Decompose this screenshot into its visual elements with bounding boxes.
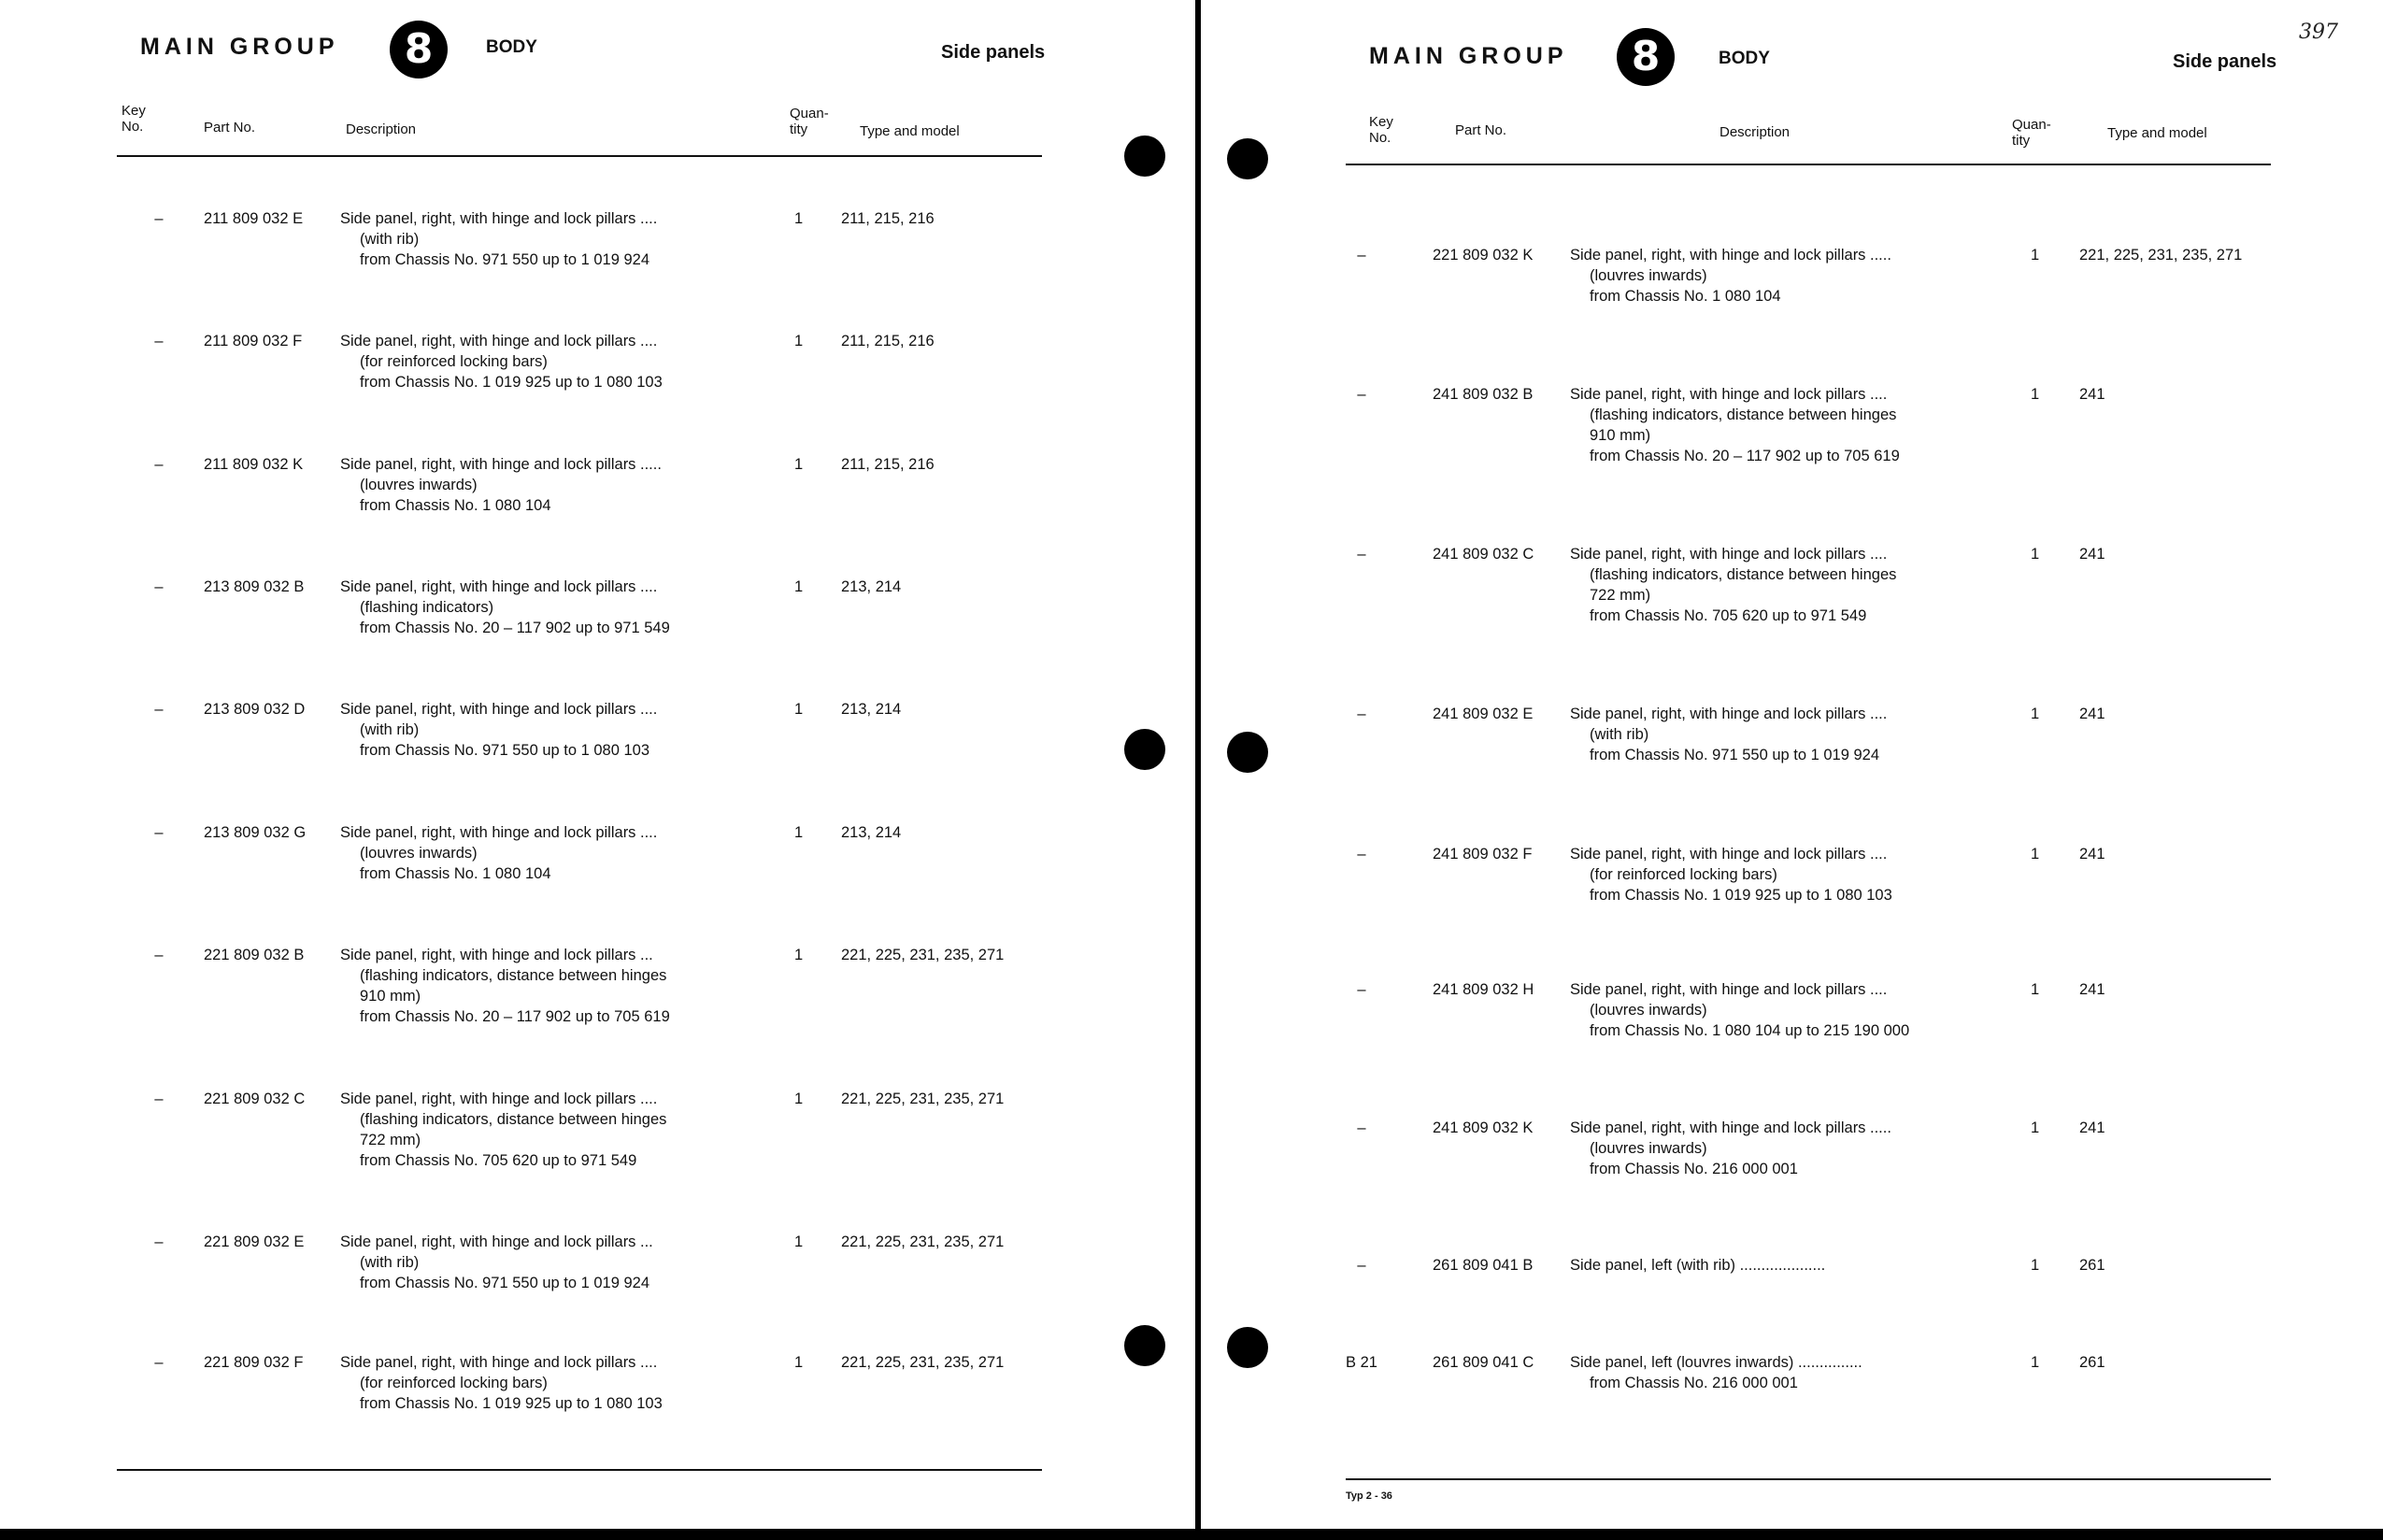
quantity-cell: 1: [2031, 981, 2040, 998]
col-part-no: Part No.: [1455, 122, 1507, 138]
description-cell: [1570, 844, 1892, 905]
description-line: Side panel, right, with hinge and lock pillars ....: [340, 1091, 658, 1107]
type-model-cell: 211, 215, 216: [841, 456, 935, 473]
description-line: Side panel, right, with hinge and lock pillars ....: [340, 701, 658, 718]
description-line: (flashing indicators, distance between hinges: [360, 967, 667, 984]
description-line: from Chassis No. 1 080 104: [1590, 288, 1781, 305]
description-cell: [1570, 704, 1887, 765]
key-no-cell: –: [154, 456, 164, 473]
subsection-title: Side panels: [941, 42, 1046, 63]
description-line: from Chassis No. 1 019 925 up to 1 080 103: [360, 1395, 663, 1412]
description-line: 910 mm): [1590, 427, 1651, 444]
key-no-cell: –: [1357, 1257, 1366, 1274]
description-cell: [1570, 1352, 1862, 1393]
description-line: from Chassis No. 1 080 104: [360, 865, 551, 882]
description-line: Side panel, right, with hinge and lock pillars ....: [340, 210, 658, 227]
part-no-cell: 241 809 032 C: [1433, 546, 1534, 563]
type-model-cell: 211, 215, 216: [841, 333, 935, 349]
type-model-cell: 241: [2079, 386, 2105, 403]
main-group-title: MAIN GROUP: [140, 34, 339, 60]
description-line: Side panel, right, with hinge and lock pillars ....: [340, 333, 658, 349]
description-cell: [1570, 1255, 1825, 1276]
binder-hole: [1124, 135, 1165, 177]
quantity-cell: 1: [794, 1091, 804, 1107]
quantity-cell: 1: [794, 333, 804, 349]
description-line: (flashing indicators, distance between hinges: [1590, 406, 1897, 423]
type-model-cell: 241: [2079, 546, 2105, 563]
quantity-cell: 1: [2031, 386, 2040, 403]
description-cell: [1570, 245, 1891, 307]
description-line: Side panel, right, with hinge and lock pillars ....: [1570, 846, 1888, 863]
type-model-cell: 221, 225, 231, 235, 271: [841, 1233, 1005, 1250]
binder-hole: [1227, 732, 1268, 773]
part-no-cell: 211 809 032 E: [204, 210, 304, 227]
description-line: (louvres inwards): [360, 477, 478, 493]
description-line: Side panel, right, with hinge and lock pillars ....: [340, 1354, 658, 1371]
description-line: Side panel, left (with rib) ....................: [1570, 1257, 1826, 1274]
binder-hole: [1227, 138, 1268, 179]
description-line: (louvres inwards): [1590, 1002, 1707, 1019]
description-line: (louvres inwards): [1590, 267, 1707, 284]
description-line: (with rib): [360, 231, 420, 248]
description-line: from Chassis No. 216 000 001: [1590, 1161, 1798, 1177]
col-part-no: Part No.: [204, 120, 256, 135]
description-line: 722 mm): [1590, 587, 1651, 604]
quantity-cell: 1: [2031, 1354, 2040, 1371]
description-line: from Chassis No. 1 019 925 up to 1 080 103: [1590, 887, 1892, 904]
description-cell: [340, 945, 670, 1027]
description-line: 722 mm): [360, 1132, 421, 1148]
description-line: (for reinforced locking bars): [360, 1375, 548, 1391]
part-no-cell: 241 809 032 B: [1433, 386, 1534, 403]
type-model-cell: 211, 215, 216: [841, 210, 935, 227]
description-line: from Chassis No. 971 550 up to 1 019 924: [1590, 747, 1880, 763]
description-cell: [1570, 384, 1900, 466]
binder-hole: [1124, 1325, 1165, 1366]
key-no-cell: –: [154, 701, 164, 718]
description-line: Side panel, left (louvres inwards) ...............: [1570, 1354, 1862, 1371]
key-no-cell: –: [154, 1354, 164, 1371]
key-no-cell: –: [154, 578, 164, 595]
key-no-cell: B 21: [1346, 1354, 1377, 1371]
key-no-cell: –: [1357, 706, 1366, 722]
col-description: Description: [1719, 124, 1791, 140]
description-line: (flashing indicators, distance between hinges: [360, 1111, 667, 1128]
quantity-cell: 1: [794, 1233, 804, 1250]
col-description: Description: [346, 121, 417, 137]
part-no-cell: 211 809 032 K: [204, 456, 304, 473]
quantity-cell: 1: [794, 701, 804, 718]
footer-rule: [117, 1469, 1042, 1471]
description-line: from Chassis No. 705 620 up to 971 549: [360, 1152, 637, 1169]
part-no-cell: 221 809 032 B: [204, 947, 305, 963]
part-no-cell: 221 809 032 K: [1433, 247, 1534, 264]
binder-hole: [1124, 729, 1165, 770]
description-line: Side panel, right, with hinge and lock pillars .....: [340, 456, 662, 473]
key-no-cell: –: [154, 947, 164, 963]
key-no-cell: –: [1357, 1119, 1366, 1136]
key-no-cell: –: [1357, 846, 1366, 863]
description-cell: [340, 1232, 653, 1293]
description-cell: [340, 1089, 666, 1171]
type-model-cell: 221, 225, 231, 235, 271: [841, 947, 1005, 963]
footer-rule: [1346, 1478, 2271, 1480]
key-no-cell: –: [154, 1233, 164, 1250]
part-no-cell: 241 809 032 E: [1433, 706, 1534, 722]
quantity-cell: 1: [794, 456, 804, 473]
quantity-cell: 1: [2031, 706, 2040, 722]
quantity-cell: 1: [2031, 1257, 2040, 1274]
description-line: (flashing indicators, distance between hinges: [1590, 566, 1897, 583]
part-no-cell: 213 809 032 B: [204, 578, 305, 595]
description-cell: [340, 331, 663, 392]
col-quantity: Quan- tity: [790, 106, 829, 137]
part-no-cell: 213 809 032 G: [204, 824, 307, 841]
quantity-cell: 1: [794, 1354, 804, 1371]
part-no-cell: 211 809 032 F: [204, 333, 303, 349]
key-no-cell: –: [1357, 981, 1366, 998]
key-no-cell: –: [1357, 386, 1366, 403]
description-line: Side panel, right, with hinge and lock pillars ....: [1570, 546, 1888, 563]
type-model-cell: 261: [2079, 1257, 2105, 1274]
key-no-cell: –: [154, 824, 164, 841]
description-cell: [1570, 1118, 1891, 1179]
description-line: from Chassis No. 971 550 up to 1 019 924: [360, 251, 650, 268]
type-model-cell: 241: [2079, 1119, 2105, 1136]
description-line: 910 mm): [360, 988, 421, 1005]
description-line: from Chassis No. 216 000 001: [1590, 1375, 1798, 1391]
description-line: Side panel, right, with hinge and lock pillars .....: [1570, 1119, 1891, 1136]
quantity-cell: 1: [794, 947, 804, 963]
description-line: (for reinforced locking bars): [360, 353, 548, 370]
description-line: from Chassis No. 971 550 up to 1 080 103: [360, 742, 650, 759]
description-line: Side panel, right, with hinge and lock pillars ...: [340, 1233, 653, 1250]
type-model-cell: 241: [2079, 981, 2105, 998]
description-line: from Chassis No. 1 080 104: [360, 497, 551, 514]
part-no-cell: 241 809 032 F: [1433, 846, 1533, 863]
part-no-cell: 261 809 041 C: [1433, 1354, 1534, 1371]
description-cell: [1570, 544, 1896, 626]
part-no-cell: 241 809 032 K: [1433, 1119, 1534, 1136]
description-line: Side panel, right, with hinge and lock pillars ....: [1570, 706, 1888, 722]
description-cell: [340, 1352, 663, 1414]
description-line: (louvres inwards): [1590, 1140, 1707, 1157]
part-no-cell: 261 809 041 B: [1433, 1257, 1534, 1274]
page-footer: Typ 2 - 36: [1346, 1490, 1392, 1502]
quantity-cell: 1: [2031, 1119, 2040, 1136]
part-no-cell: 213 809 032 D: [204, 701, 306, 718]
quantity-cell: 1: [2031, 846, 2040, 863]
description-cell: [340, 577, 670, 638]
main-group-title: MAIN GROUP: [1369, 43, 1568, 69]
part-no-cell: 241 809 032 H: [1433, 981, 1534, 998]
description-cell: [1570, 979, 1909, 1041]
part-no-cell: 221 809 032 F: [204, 1354, 304, 1371]
key-no-cell: –: [154, 1091, 164, 1107]
page-number: 397: [2299, 21, 2338, 44]
description-line: from Chassis No. 20 – 117 902 up to 705 619: [360, 1008, 670, 1025]
col-key-no: Key No.: [1369, 114, 1393, 146]
quantity-cell: 1: [794, 210, 804, 227]
binder-hole: [1227, 1327, 1268, 1368]
key-no-cell: –: [154, 210, 164, 227]
type-model-cell: 213, 214: [841, 578, 902, 595]
section-title: BODY: [486, 37, 537, 57]
col-key-no: Key No.: [121, 103, 146, 135]
description-cell: [340, 699, 657, 761]
col-type-model: Type and model: [860, 123, 960, 139]
right-page: [1201, 0, 2383, 1529]
type-model-cell: 221, 225, 231, 235, 271: [841, 1091, 1005, 1107]
description-line: (for reinforced locking bars): [1590, 866, 1777, 883]
description-line: from Chassis No. 705 620 up to 971 549: [1590, 607, 1867, 624]
description-line: (flashing indicators): [360, 599, 494, 616]
type-model-cell: 241: [2079, 846, 2105, 863]
description-line: Side panel, right, with hinge and lock pillars ....: [340, 824, 658, 841]
type-model-cell: 213, 214: [841, 824, 902, 841]
type-model-cell: 213, 214: [841, 701, 902, 718]
description-line: Side panel, right, with hinge and lock pillars ...: [340, 947, 653, 963]
header-rule: [1346, 164, 2271, 165]
subsection-title: Side panels: [2173, 51, 2277, 72]
key-no-cell: –: [1357, 546, 1366, 563]
quantity-cell: 1: [2031, 546, 2040, 563]
description-line: Side panel, right, with hinge and lock pillars ....: [1570, 386, 1888, 403]
type-model-cell: 241: [2079, 706, 2105, 722]
description-line: Side panel, right, with hinge and lock pillars ....: [1570, 981, 1888, 998]
description-line: (with rib): [360, 721, 420, 738]
quantity-cell: 1: [794, 824, 804, 841]
group-number-badge: 8: [390, 21, 448, 78]
col-type-model: Type and model: [2107, 125, 2207, 141]
left-page: [0, 0, 1195, 1529]
description-line: Side panel, right, with hinge and lock pillars ....: [340, 578, 658, 595]
description-line: from Chassis No. 1 019 925 up to 1 080 103: [360, 374, 663, 391]
quantity-cell: 1: [2031, 247, 2040, 264]
description-line: from Chassis No. 971 550 up to 1 019 924: [360, 1275, 650, 1291]
header-rule: [117, 155, 1042, 157]
description-cell: [340, 454, 662, 516]
description-line: Side panel, right, with hinge and lock pillars .....: [1570, 247, 1891, 264]
quantity-cell: 1: [794, 578, 804, 595]
description-line: (louvres inwards): [360, 845, 478, 862]
description-line: from Chassis No. 1 080 104 up to 215 190 000: [1590, 1022, 1910, 1039]
type-model-cell: 261: [2079, 1354, 2105, 1371]
key-no-cell: –: [1357, 247, 1366, 264]
part-no-cell: 221 809 032 C: [204, 1091, 306, 1107]
group-number-badge: 8: [1617, 28, 1675, 86]
description-cell: [340, 208, 657, 270]
description-line: from Chassis No. 20 – 117 902 up to 971 549: [360, 620, 670, 636]
section-title: BODY: [1719, 49, 1770, 68]
col-quantity: Quan- tity: [2012, 117, 2051, 149]
description-line: from Chassis No. 20 – 117 902 up to 705 619: [1590, 448, 1900, 464]
description-line: (with rib): [360, 1254, 420, 1271]
type-model-cell: 221, 225, 231, 235, 271: [2079, 247, 2243, 264]
description-cell: [340, 822, 657, 884]
key-no-cell: –: [154, 333, 164, 349]
description-line: (with rib): [1590, 726, 1649, 743]
type-model-cell: 221, 225, 231, 235, 271: [841, 1354, 1005, 1371]
part-no-cell: 221 809 032 E: [204, 1233, 305, 1250]
